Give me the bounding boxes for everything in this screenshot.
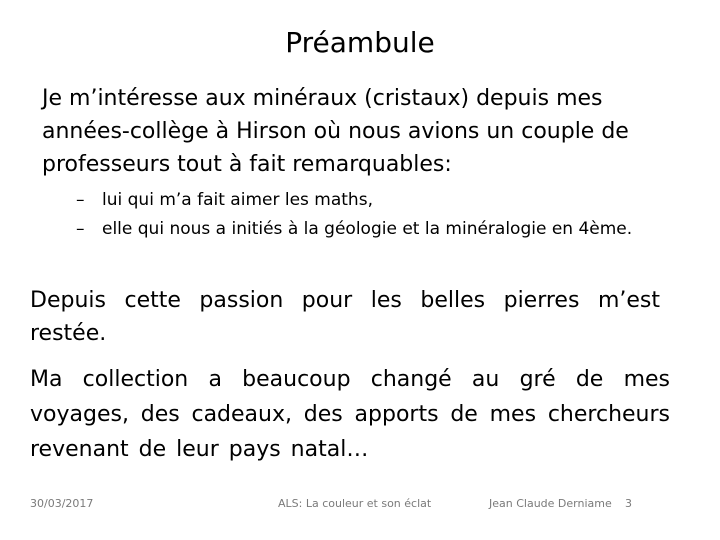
footer-author: Jean Claude Derniame — [489, 497, 612, 510]
bullet-item — [76, 215, 656, 244]
footer-presentation-title: ALS: La couleur et son éclat — [278, 497, 432, 510]
slide-title: Préambule — [285, 26, 435, 59]
intro-paragraph: Je m’intéresse aux minéraux (cristaux) depuis mes années-collège à Hirson où nous avions un couple de professeurs tout à fait remarquables: — [42, 86, 629, 177]
footer-date: 30/03/2017 — [30, 497, 94, 510]
bullet-list — [76, 186, 656, 244]
body-paragraph: Depuis cette passion pour les belles pierres m’est restée. — [30, 288, 660, 346]
bullet-item — [76, 186, 656, 215]
bullet-text: lui qui m’a fait aimer les maths, — [102, 190, 373, 210]
body-paragraph: Ma collection a beaucoup changé au gré de mes voyages, des cadeaux, des apports de mes chercheurs revenant de leur pays natal… — [30, 367, 670, 462]
footer-page-number: 3 — [625, 497, 632, 510]
bullet-dash: – — [76, 219, 85, 239]
bullet-text: elle qui nous a initiés à la géologie et la minéralogie en 4ème. — [102, 219, 633, 239]
bullet-dash: – — [76, 190, 85, 210]
